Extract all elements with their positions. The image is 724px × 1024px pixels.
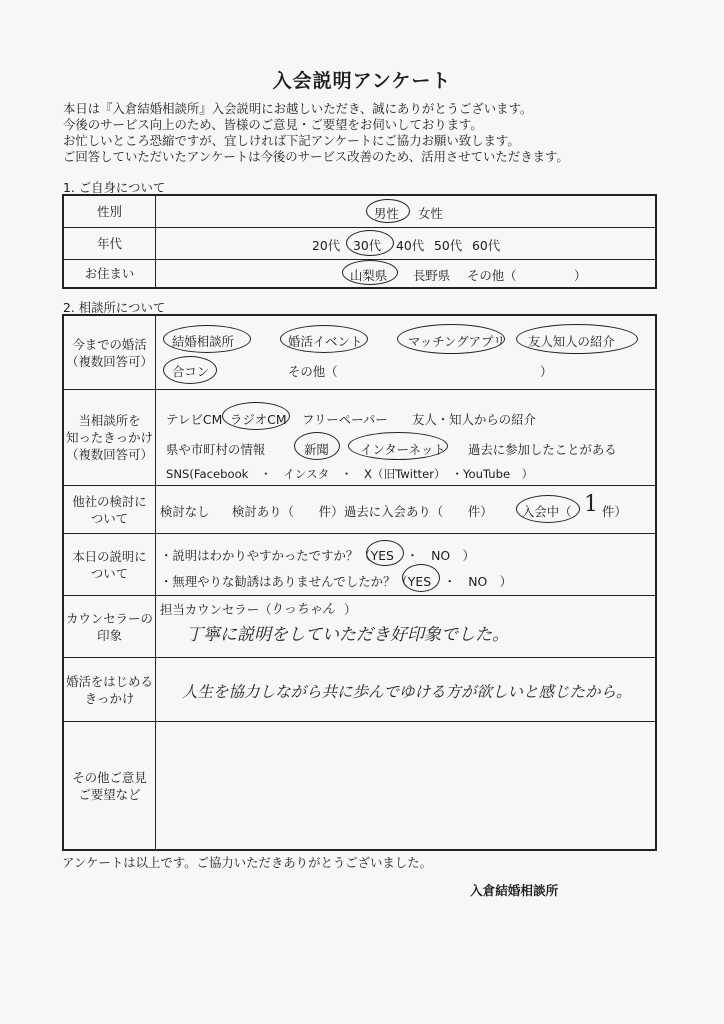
age-option-30s[interactable]: 30代 <box>353 238 382 253</box>
counselor-label-line2: 印象 <box>97 627 122 643</box>
requests-label-line1: その他ご意見 <box>72 769 147 785</box>
counselor-name-prefix: 担当カウンセラー（ <box>160 602 272 617</box>
gender-selection-circle <box>366 199 410 223</box>
age-option-50s[interactable]: 50代 <box>434 238 463 253</box>
past-app-circle <box>397 324 505 354</box>
past-activities-options <box>156 316 655 389</box>
explanation-q2-yes-circle <box>402 564 440 592</box>
trigger-radio-circle <box>222 402 290 430</box>
explanation-row <box>64 534 655 596</box>
intro-line: 本日は『入倉結婚相談所』入会説明にお越しいただき、誠にありがとうございます。 <box>63 101 533 116</box>
others-handwritten-count: 1 <box>584 492 598 517</box>
requests-row <box>64 722 655 849</box>
intro-line: お忙しいところ恐縮ですが、宜しければ下記アンケートにご協力お願い致します。 <box>63 133 520 148</box>
others-count-suffix: 件） <box>602 504 627 519</box>
company-name: 入倉結婚相談所 <box>470 883 559 898</box>
counselor-label-line1: カウンセラーの <box>66 610 153 626</box>
past-label-line1: 今までの婚活 <box>72 336 147 352</box>
residence-option-other[interactable]: その他（ <box>467 268 517 283</box>
requests-label-line2: ご要望など <box>78 786 141 802</box>
gender-row <box>64 196 655 228</box>
explanation-q1-yes-circle <box>366 540 404 566</box>
footer-text: アンケートは以上です。ご協力いただきありがとうございました。 <box>62 855 432 870</box>
past-activities-row <box>64 316 655 390</box>
trigger-option-newspaper[interactable]: 新聞 <box>304 442 329 457</box>
past-option-other[interactable]: その他（ <box>288 364 338 379</box>
intro-text <box>63 101 569 165</box>
trigger-option-tv[interactable]: テレビCM <box>166 412 223 427</box>
age-row <box>64 228 655 260</box>
others-label-line2: ついて <box>90 510 129 526</box>
trigger-option-friend[interactable]: 友人・知人からの紹介 <box>412 412 536 427</box>
age-selection-circle <box>346 230 394 256</box>
others-option-none[interactable]: 検討なし <box>160 504 210 519</box>
past-activities-label <box>64 316 156 389</box>
age-option-60s[interactable]: 60代 <box>472 238 501 253</box>
requests-answer[interactable] <box>156 722 655 849</box>
past-option-friend[interactable]: 友人知人の紹介 <box>528 334 615 349</box>
age-label: 年代 <box>64 228 156 259</box>
age-option-40s[interactable]: 40代 <box>396 238 425 253</box>
section2-table <box>62 314 657 851</box>
past-other-close: ） <box>540 364 553 379</box>
motivation-answer[interactable] <box>156 658 655 721</box>
others-current-circle <box>516 495 580 523</box>
explanation-q1[interactable]: ・説明はわかりやすかったですか？（YES ・ NO ） <box>160 548 475 563</box>
gender-option-female[interactable]: 女性 <box>418 206 443 221</box>
counselor-label <box>64 596 156 657</box>
past-agency-circle <box>163 325 251 353</box>
other-agencies-options <box>156 486 655 533</box>
gender-options <box>156 196 655 227</box>
other-agencies-row <box>64 486 655 534</box>
counselor-name-suffix: ） <box>344 602 357 617</box>
past-label-line2: （複数回答可） <box>66 353 153 369</box>
trigger-option-sns[interactable]: SNS(Facebook ・ インスタ ・ X（旧Twitter） ・YouTube ） <box>166 467 534 481</box>
trigger-option-radio[interactable]: ラジオCM <box>230 412 287 427</box>
past-option-gokon[interactable]: 合コン <box>172 364 210 379</box>
past-friend-circle <box>516 324 638 354</box>
counselor-comment-handwritten: 丁寧に説明をしていただき好印象でした。 <box>186 625 509 645</box>
motivation-comment-handwritten: 人生を協力しながら共に歩んでゆける方が欲しいと感じたから。 <box>182 683 632 701</box>
trigger-row <box>64 390 655 486</box>
explanation-label <box>64 534 156 595</box>
age-option-20s[interactable]: 20代 <box>312 238 341 253</box>
residence-row <box>64 260 655 287</box>
residence-selection-circle <box>342 260 398 285</box>
past-option-agency[interactable]: 結婚相談所 <box>172 334 234 349</box>
section1-table <box>62 194 657 289</box>
residence-options <box>156 260 655 287</box>
trigger-newspaper-circle <box>294 432 340 460</box>
section1-heading: 1. ご自身について <box>63 180 166 195</box>
others-option-past-member[interactable]: 過去に入会あり（ 件） <box>344 504 493 519</box>
past-event-circle <box>280 325 368 353</box>
age-options <box>156 228 655 259</box>
motivation-label-line1: 婚活をはじめる <box>66 673 153 689</box>
explanation-questions <box>156 534 655 595</box>
explanation-label-line2: ついて <box>90 565 129 581</box>
explanation-label-line1: 本日の説明に <box>72 548 147 564</box>
residence-label: お住まい <box>64 260 156 287</box>
trigger-label <box>64 390 156 485</box>
intro-line: ご回答していただいたアンケートは今後のサービス改善のため、活用させていただきます。 <box>63 149 569 164</box>
trigger-options <box>156 390 655 485</box>
past-option-app[interactable]: マッチングアプリ <box>408 334 506 349</box>
counselor-name-handwritten: りっちゃん <box>270 602 336 617</box>
trigger-option-past-participation[interactable]: 過去に参加したことがある <box>468 442 617 457</box>
counselor-row <box>64 596 655 658</box>
trigger-label-line2: 知ったきっかけ <box>66 430 153 445</box>
past-gokon-circle <box>163 356 217 384</box>
page-title: 入会説明アンケート <box>272 70 452 92</box>
residence-other-close: ） <box>574 268 587 283</box>
other-agencies-label <box>64 486 156 533</box>
motivation-label-line2: きっかけ <box>84 690 135 706</box>
others-label-line1: 他社の検討に <box>72 493 147 509</box>
others-option-considering[interactable]: 検討あり（ 件） <box>232 504 344 519</box>
trigger-label-line1: 当相談所を <box>78 413 141 428</box>
requests-label <box>64 722 156 849</box>
gender-label: 性別 <box>64 196 156 227</box>
section2-heading: 2. 相談所について <box>63 300 166 315</box>
residence-option-nagano[interactable]: 長野県 <box>413 268 451 283</box>
gender-option-male[interactable]: 男性 <box>374 206 399 221</box>
trigger-label-line3: （複数回答可） <box>66 447 153 462</box>
trigger-option-freepaper[interactable]: フリーペーパー <box>302 412 388 427</box>
counselor-impression[interactable] <box>156 596 655 657</box>
trigger-option-internet[interactable]: インターネット <box>360 442 446 457</box>
motivation-row <box>64 658 655 722</box>
motivation-label <box>64 658 156 721</box>
intro-line: 今後のサービス向上のため、皆様のご意見・ご要望をお伺いしております。 <box>63 117 483 132</box>
trigger-internet-circle <box>348 432 448 460</box>
past-option-event[interactable]: 婚活イベント <box>288 334 363 349</box>
explanation-q2[interactable]: ・無理やりな勧誘はありませんでしたか？（YES ・ NO ） <box>160 574 513 589</box>
residence-option-yamanashi[interactable]: 山梨県 <box>350 268 388 283</box>
others-option-current-member[interactable]: 入会中（ <box>522 504 572 519</box>
trigger-option-municipal[interactable]: 県や市町村の情報 <box>166 442 266 457</box>
